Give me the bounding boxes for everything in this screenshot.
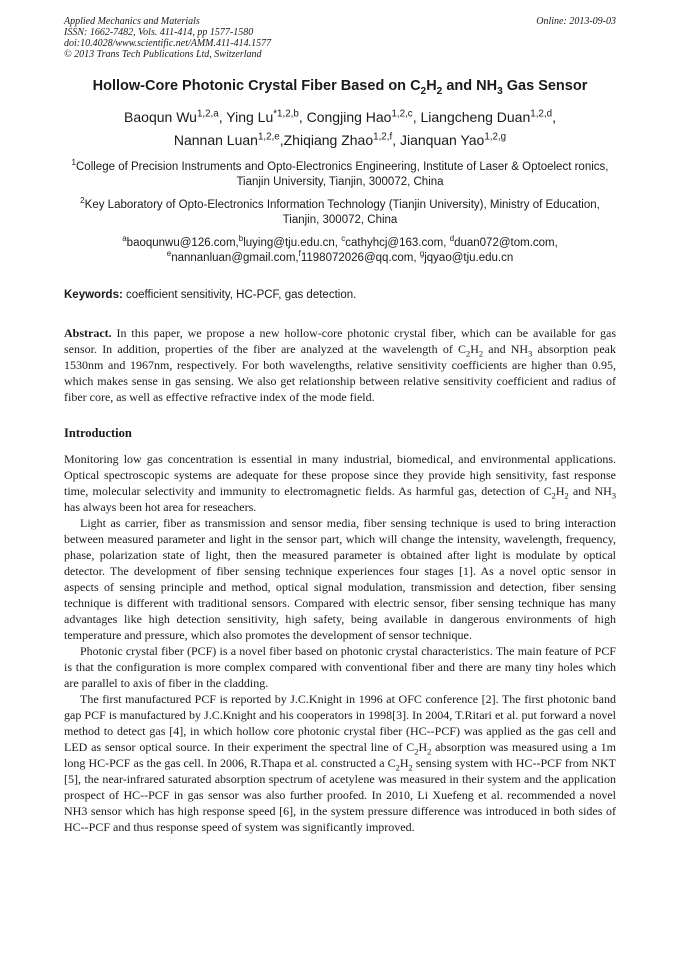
- keywords: Keywords: coefficient sensitivity, HC-PCF, gas detection.: [64, 289, 357, 301]
- paragraph: Light as carrier, fiber as transmission and sensor media, fiber sensing technique is used to bring interaction between measured parameter and light in the sensor part, which will change the intensity, wavelength, frequency, phase, polarization state of light, then the measured parameter is obtained after light is modulate by optical detector. The development of fiber sensing technique experiences four stages [1]. As a novel optic sensor in aspects of sensing principle and method, optical signal modulation, transmission and detection, fiber sensing technique is different with traditional sensors. Compared with electric sensor, fiber sensing technique has many advantages like high detection sensitivity, high safety, being available in dangerous environments of high temperature and pressure, which also promotes the development of sensor technique.: [64, 516, 616, 642]
- author-emails: $^a$baoqunwu@126.com,$^b$luying@tju.edu.cn, $^c$cathyhcj@163.com, $^d$duan072@tom.com, $^e$nannanluan@gmail.com,$^f$1198072026@qq.com, $^g$jqyao@tju.edu.cn: [122, 234, 558, 264]
- copyright-line: © 2013 Trans Tech Publications Ltd, Switzerland: [64, 49, 262, 60]
- affiliation-2: $^2$Key Laboratory of Opto-Electronics Information Technology (Tianjin University), Ministry of Education, Tianjin, 300072, China: [80, 196, 600, 226]
- paper-title: Hollow-Core Photonic Crystal Fiber Based on $C_2H_2$ and $NH_3$ Gas Sensor: [92, 78, 588, 97]
- paper-page: [64, 16, 616, 835]
- author-list: Baoqun Wu$^{1,2,a}$, Ying Lu$^{*1,2,b}$, Congjing Hao$^{1,2,c}$, Liangcheng Duan$^{1,2,d}$, Nannan Luan$^{1,2,e}$,Zhiqiang Zhao$^{1,2,f}$, Jianquan Yao$^{1,2,g}$: [124, 108, 556, 148]
- paragraph: Photonic crystal fiber (PCF) is a novel fiber based on photonic crystal characteristics. The main feature of PCF is that the configuration is more complex compared with conventional fiber and there are many tiny holes which are parallel to axis of fiber in the cladding.: [64, 644, 616, 690]
- introduction-body: [64, 451, 616, 835]
- journal-name: Applied Mechanics and Materials: [64, 16, 200, 27]
- affiliation-1: $^1$College of Precision Instruments and Opto-Electronics Engineering, Institute of Laser & Optoelect ronics, Tianjin University, Tianjin, 300072, China: [71, 158, 609, 188]
- journal-header: [64, 16, 616, 60]
- online-date: Online: 2013-09-03: [536, 16, 616, 27]
- issn-line: ISSN: 1662-7482, Vols. 411-414, pp 1577-1580: [64, 27, 254, 38]
- paragraph: Monitoring low gas concentration is essential in many industrial, biomedical, and environmental applications. Optical spectroscopic systems are adequate for these propose since they provide high sensitivity, fast response time, molecular selectivity and immunity to electromagnetic fields. As harmful gas, detection of $C_2H_2$ and $NH_3$ has always been hot area for reseachers.: [64, 452, 616, 514]
- abstract: Abstract. In this paper, we propose a new hollow-core photonic crystal fiber, which can be available for gas sensor. In addition, properties of the fiber are analyzed at the wavelength of $C_2H_2$ and $NH_3$ absorption peak 1530nm and 1967nm, respectively. For both wavelengths, relative sensitivity coefficients are higher than 0.95, which makes sense in gas sensing. We also get relationship between relative sensitivity coefficient and radius of fiber core, as well as effective refractive index of the mode field.: [64, 326, 616, 404]
- doi-line: doi:10.4028/www.scientific.net/AMM.411-414.1577: [64, 38, 272, 49]
- section-heading-introduction: Introduction: [64, 426, 132, 440]
- paragraph: The first manufactured PCF is reported by J.C.Knight in 1996 at OFC conference [2]. The first photonic band gap PCF is manufactured by J.C.Knight and his cooperators in 1998[3]. In 2004, T.Ritari et al. put forward a novel method to detect gas [4], in which hollow core photonic crystal fiber (HC--PCF) was applied as the gas cell and LED as sensor optical source. In their experiment the spectral line of $C_2H_2$ absorption was measured using a 1m long HC-PCF as the gas cell. In 2006, R.Thapa et al. constructed a $C_2H_2$ sensing system with HC--PCF from NKT [5], the near-infrared saturated absorption spectrum of acetylene was measured in their system and the application prospect of HC--PCF in gas sensor was also further proofed. In 2010, Li Xuefeng et al. recommended a novel NH3 sensor which has high response speed [6], in the system pressure difference was introduced in both sides of HC--PCF and thus response speed of system was significantly improved.: [64, 692, 617, 834]
